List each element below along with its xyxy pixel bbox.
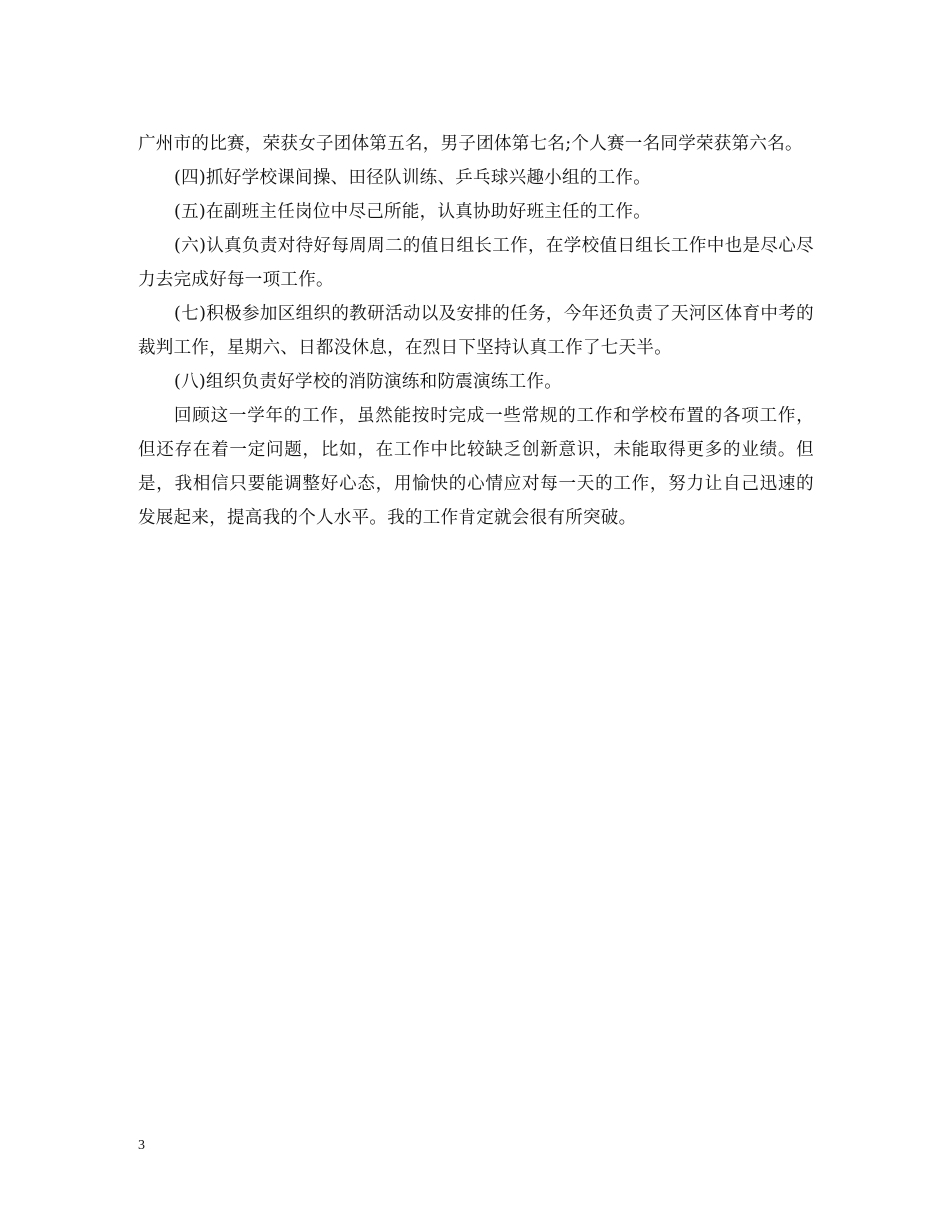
paragraph-item-5: (五)在副班主任岗位中尽己所能，认真协助好班主任的工作。 <box>174 202 652 222</box>
paragraph-item-8: (八)组织负责好学校的消防演练和防震演练工作。 <box>174 372 563 392</box>
page-number: 3 <box>138 1138 145 1153</box>
paragraph-item-6: (六)认真负责对待好每周周二的值日组长工作，在学校值日组长工作中也是尽心尽力去完成好每一项工作。 <box>138 236 814 290</box>
paragraph-continuation: 广州市的比赛，荣获女子团体第五名，男子团体第七名;个人赛一名同学荣获第六名。 <box>138 134 803 154</box>
document-body <box>138 127 814 535</box>
paragraph-item-7: (七)积极参加区组织的教研活动以及安排的任务，今年还负责了天河区体育中考的裁判工作，星期六、日都没休息，在烈日下坚持认真工作了七天半。 <box>138 304 814 358</box>
paragraph-summary: 回顾这一学年的工作，虽然能按时完成一些常规的工作和学校布置的各项工作，但还存在着一定问题，比如，在工作中比较缺乏创新意识，未能取得更多的业绩。但是，我相信只要能调整好心态，用愉快的心情应对每一天的工作，努力让自己迅速的发展起来，提高我的个人水平。我的工作肯定就会很有所突破。 <box>138 406 814 528</box>
paragraph-item-4: (四)抓好学校课间操、田径队训练、乒乓球兴趣小组的工作。 <box>174 168 652 188</box>
